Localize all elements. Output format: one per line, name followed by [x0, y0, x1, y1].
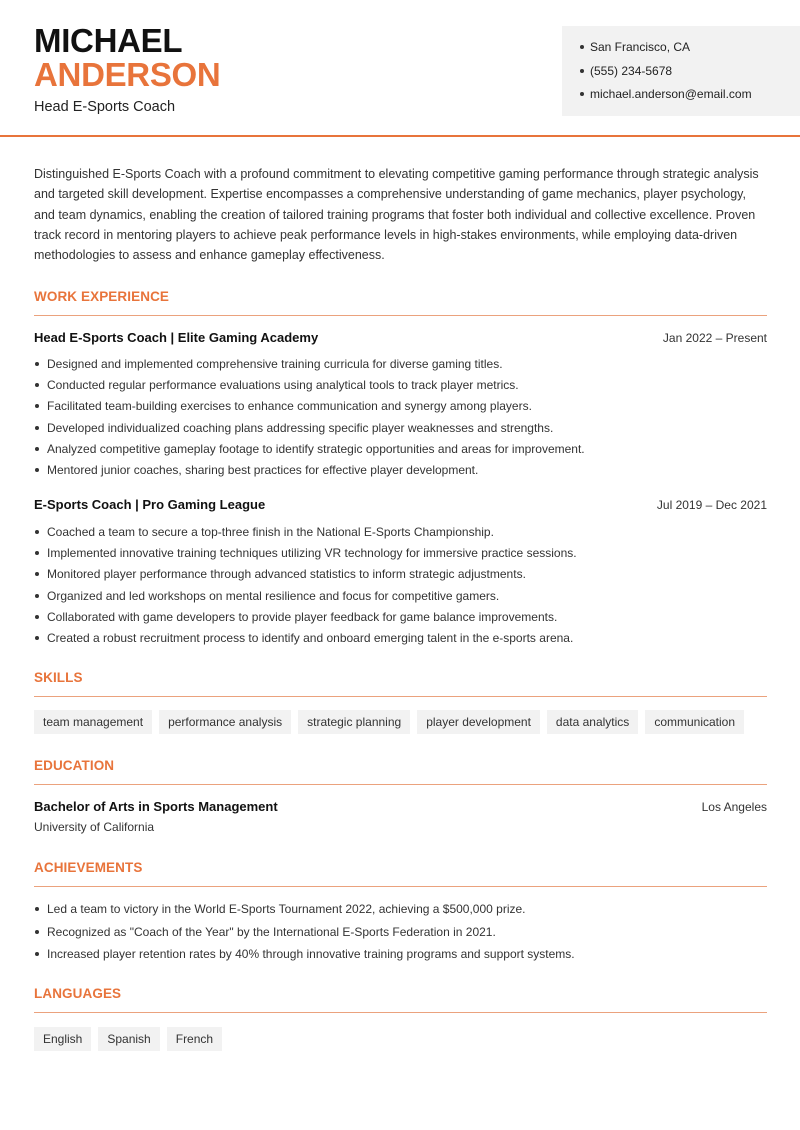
job-role: E-Sports Coach | Pro Gaming League: [34, 497, 266, 512]
bullet-icon: [35, 952, 39, 956]
list-item: [34, 544, 769, 565]
section-title-skills: SKILLS: [34, 670, 83, 685]
bullet-icon: [35, 907, 39, 911]
summary-paragraph: Distinguished E-Sports Coach with a profound commitment to elevating competitive gaming performance through strategic analysis and targeted skill development. Expertise encompasses a comprehensive understanding of game mechanics, player psychology, and team dynamics, enabling the creation of tailored training programs that foster both individual and collective excellence. Proven track record in mentoring players to achieve peak performance levels in high-stakes environments, while employing data-driven methodologies to assess and enhance gameplay effectiveness.: [34, 167, 759, 263]
job-title: Head E-Sports Coach: [34, 99, 176, 115]
education-location: Los Angeles: [701, 800, 767, 814]
list-item: [34, 461, 769, 482]
section-title-languages: LANGUAGES: [34, 986, 122, 1001]
bullet-icon: [35, 362, 39, 366]
list-item: [34, 945, 769, 968]
skill-chip: data analytics: [547, 710, 638, 734]
list-item: [34, 419, 769, 440]
list-item: [34, 629, 769, 650]
list-item: [34, 608, 769, 629]
education-degree: Bachelor of Arts in Sports Management: [34, 799, 278, 814]
skill-chip: player development: [417, 710, 540, 734]
job-dates: Jul 2019 – Dec 2021: [656, 498, 767, 512]
list-item: [34, 587, 769, 608]
skill-chip: team management: [34, 710, 152, 734]
list-item: [34, 523, 769, 544]
contact-box: [562, 26, 800, 116]
skill-chip: performance analysis: [159, 710, 291, 734]
list-item: [34, 440, 769, 461]
section-divider: [34, 1012, 767, 1013]
bullet-icon: [35, 594, 39, 598]
bullet-text: Analyzed competitive gameplay footage to identify strategic opportunities and areas for improvement.: [47, 441, 585, 456]
bullet-text: Mentored junior coaches, sharing best practices for effective player development.: [47, 462, 479, 477]
list-item: [34, 397, 769, 418]
bullet-icon: [35, 447, 39, 451]
section-title-education: EDUCATION: [34, 758, 115, 773]
job-bullets: [34, 523, 769, 650]
contact-email: [580, 85, 800, 109]
job-dates: Jan 2022 – Present: [662, 331, 767, 345]
achievement-bullets: [34, 900, 769, 968]
languages-list: [34, 1027, 222, 1051]
bullet-icon: [35, 930, 39, 934]
contact-email-text[interactable]: michael.anderson@email.com: [590, 87, 752, 101]
bullet-icon: [580, 92, 584, 96]
skills-list: [34, 710, 744, 734]
bullet-icon: [35, 426, 39, 430]
bullet-text: Conducted regular performance evaluations using analytical tools to track player metrics.: [47, 378, 519, 393]
bullet-text: Increased player retention rates by 40% through innovative training programs and support systems.: [47, 947, 575, 961]
bullet-icon: [580, 45, 584, 49]
skill-chip: strategic planning: [298, 710, 410, 734]
language-chip: French: [167, 1027, 222, 1051]
list-item: [34, 900, 769, 923]
contact-location: [580, 38, 800, 62]
section-divider: [34, 784, 767, 785]
bullet-icon: [35, 468, 39, 472]
bullet-text: Created a robust recruitment process to identify and onboard emerging talent in the e-sports arena.: [47, 630, 574, 645]
bullet-text: Designed and implemented comprehensive training curricula for diverse gaming titles.: [47, 357, 503, 371]
bullet-icon: [35, 404, 39, 408]
list-item: [34, 376, 769, 397]
job-header: [34, 497, 767, 512]
bullet-text: Led a team to victory in the World E-Sports Tournament 2022, achieving a $500,000 prize.: [47, 902, 526, 916]
section-title-achievements: ACHIEVEMENTS: [34, 860, 143, 875]
section-divider: [34, 886, 767, 887]
language-chip: Spanish: [98, 1027, 159, 1051]
bullet-icon: [35, 530, 39, 534]
resume-header: [0, 0, 800, 138]
bullet-icon: [35, 383, 39, 387]
bullet-text: Collaborated with game developers to provide player feedback for game balance improvements.: [47, 609, 558, 624]
bullet-text: Developed individualized coaching plans addressing specific player weaknesses and strengths.: [47, 420, 554, 435]
contact-phone: [580, 62, 800, 86]
list-item: [34, 355, 769, 376]
section-title-work: WORK EXPERIENCE: [34, 289, 170, 304]
bullet-text: Implemented innovative training techniques utilizing VR technology for immersive practice sessions.: [47, 546, 577, 561]
contact-phone-text: (555) 234-5678: [590, 63, 673, 78]
bullet-text: Monitored player performance through advanced statistics to inform strategic adjustments.: [47, 567, 526, 582]
bullet-text: Facilitated team-building exercises to enhance communication and synergy among players.: [47, 399, 532, 414]
bullet-icon: [35, 636, 39, 640]
list-item: [34, 923, 769, 946]
bullet-text: Organized and led workshops on mental resilience and focus for competitive gamers.: [47, 588, 500, 603]
bullet-icon: [580, 69, 584, 73]
bullet-icon: [35, 615, 39, 619]
education-school: University of California: [34, 820, 155, 834]
language-chip: English: [34, 1027, 91, 1051]
education-header: [34, 799, 767, 814]
header-divider: [0, 135, 800, 137]
section-divider: [34, 315, 767, 316]
job-bullets: [34, 355, 769, 482]
first-name: MICHAEL: [34, 22, 183, 59]
bullet-icon: [35, 572, 39, 576]
list-item: [34, 565, 769, 586]
bullet-text: Coached a team to secure a top-three finish in the National E-Sports Championship.: [47, 525, 494, 539]
job-header: [34, 330, 767, 345]
bullet-text: Recognized as "Coach of the Year" by the International E-Sports Federation in 2021.: [47, 924, 496, 939]
skill-chip: communication: [645, 710, 744, 734]
contact-location-text: San Francisco, CA: [590, 40, 691, 54]
job-role: Head E-Sports Coach | Elite Gaming Academy: [34, 330, 319, 345]
last-name: ANDERSON: [34, 56, 221, 93]
bullet-icon: [35, 551, 39, 555]
section-divider: [34, 696, 767, 697]
